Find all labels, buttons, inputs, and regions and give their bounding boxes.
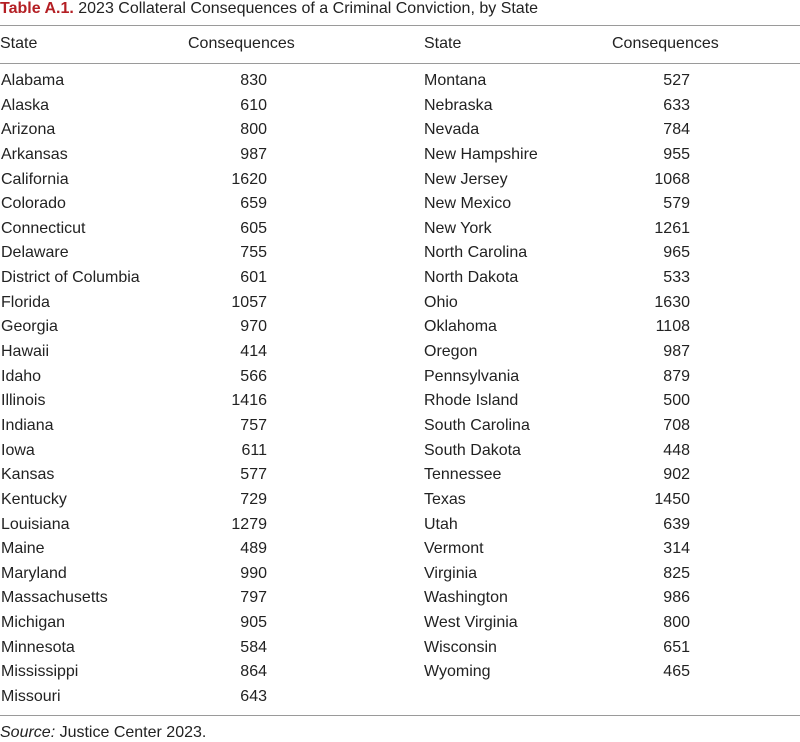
header-consequences-right: Consequences xyxy=(612,35,719,52)
state-name: Ohio xyxy=(424,293,458,311)
state-name: Kansas xyxy=(1,466,55,484)
state-name: New Hampshire xyxy=(424,145,538,163)
state-name: West Virginia xyxy=(424,614,518,632)
consequences-value: 955 xyxy=(663,145,690,163)
table-title-text: 2023 Collateral Consequences of a Criminal Conviction, by State xyxy=(73,0,539,17)
consequences-value: 965 xyxy=(663,244,690,262)
state-name: Utah xyxy=(424,515,458,533)
consequences-value: 784 xyxy=(663,121,690,139)
table-row xyxy=(1,70,301,95)
state-name: Alaska xyxy=(1,96,50,114)
consequences-value: 970 xyxy=(240,318,267,336)
table-row xyxy=(1,686,301,711)
table-row xyxy=(424,218,724,243)
state-name: Nevada xyxy=(424,121,480,139)
consequences-value: 527 xyxy=(663,72,690,89)
table-row xyxy=(1,95,301,120)
consequences-value: 633 xyxy=(663,96,690,114)
table-row xyxy=(424,514,724,539)
table-row xyxy=(1,563,301,588)
table-row xyxy=(424,661,724,686)
consequences-value: 605 xyxy=(240,219,267,237)
consequences-value: 905 xyxy=(240,614,267,632)
consequences-value: 601 xyxy=(240,269,267,287)
consequences-value: 414 xyxy=(240,343,267,361)
state-name: Illinois xyxy=(1,392,46,410)
table-row xyxy=(424,70,724,95)
consequences-value: 1620 xyxy=(231,170,267,188)
table-row xyxy=(424,440,724,465)
table-row xyxy=(1,366,301,391)
state-name: Hawaii xyxy=(1,343,50,361)
consequences-value: 465 xyxy=(663,663,690,681)
table-row xyxy=(424,267,724,292)
left-column xyxy=(1,70,301,711)
state-name: Pennsylvania xyxy=(424,367,520,385)
state-name: North Carolina xyxy=(424,244,528,262)
table-row xyxy=(1,637,301,662)
consequences-value: 579 xyxy=(663,195,690,213)
state-name: Michigan xyxy=(1,614,66,632)
consequences-value: 757 xyxy=(240,416,267,434)
consequences-value: 990 xyxy=(240,564,267,582)
consequences-value: 879 xyxy=(663,367,690,385)
header-state-right: State xyxy=(424,35,462,52)
state-name: Colorado xyxy=(1,195,66,213)
state-name: Mississippi xyxy=(1,663,79,681)
table-row xyxy=(1,242,301,267)
consequences-value: 987 xyxy=(240,145,267,163)
table-row xyxy=(1,415,301,440)
consequences-value: 500 xyxy=(663,392,690,410)
source-note xyxy=(0,724,206,742)
consequences-value: 800 xyxy=(240,121,267,139)
table-row xyxy=(424,242,724,267)
consequences-value: 314 xyxy=(663,540,690,558)
table-row xyxy=(424,341,724,366)
consequences-value: 755 xyxy=(240,244,267,262)
table-row xyxy=(1,144,301,169)
table-row xyxy=(1,169,301,194)
state-name: Maine xyxy=(1,540,45,558)
state-name: New Mexico xyxy=(424,195,512,213)
state-name: Tennessee xyxy=(424,466,502,484)
state-name: Iowa xyxy=(1,441,35,459)
table-row xyxy=(1,661,301,686)
consequences-value: 577 xyxy=(240,466,267,484)
consequences-value: 639 xyxy=(663,515,690,533)
table-row xyxy=(1,119,301,144)
consequences-value: 987 xyxy=(663,343,690,361)
state-name: Minnesota xyxy=(1,638,75,656)
state-name: Arizona xyxy=(1,121,56,139)
table-row xyxy=(424,144,724,169)
table-row xyxy=(424,538,724,563)
table-row xyxy=(424,95,724,120)
state-name: Missouri xyxy=(1,688,61,706)
table-row xyxy=(424,390,724,415)
right-column xyxy=(424,70,724,686)
state-name: Delaware xyxy=(1,244,69,262)
state-name: New Jersey xyxy=(424,170,508,188)
state-name: Louisiana xyxy=(1,515,70,533)
consequences-value: 610 xyxy=(240,96,267,114)
top-rule xyxy=(0,25,800,26)
consequences-value: 584 xyxy=(240,638,267,656)
consequences-value: 1108 xyxy=(655,318,690,336)
state-name: Maryland xyxy=(1,564,67,582)
table-title xyxy=(0,0,800,18)
state-name: Kentucky xyxy=(1,490,67,508)
header-rule xyxy=(0,63,800,64)
state-name: Wyoming xyxy=(424,663,491,681)
table-row xyxy=(424,316,724,341)
table-row xyxy=(1,464,301,489)
table-row xyxy=(1,193,301,218)
consequences-value: 1068 xyxy=(654,170,690,188)
table-row xyxy=(1,341,301,366)
consequences-value: 708 xyxy=(663,416,690,434)
state-name: Wisconsin xyxy=(424,638,497,656)
consequences-value: 800 xyxy=(663,614,690,632)
consequences-value: 864 xyxy=(240,663,267,681)
consequences-value: 611 xyxy=(241,441,267,459)
state-name: Oregon xyxy=(424,343,478,361)
state-name: Washington xyxy=(424,589,508,607)
table-row xyxy=(1,267,301,292)
table-row xyxy=(1,612,301,637)
table-row xyxy=(424,366,724,391)
table-row xyxy=(424,612,724,637)
consequences-value: 566 xyxy=(240,367,267,385)
state-name: California xyxy=(1,170,69,188)
consequences-value: 1057 xyxy=(231,293,267,311)
table-row xyxy=(424,587,724,612)
consequences-value: 448 xyxy=(663,441,690,459)
state-name: New York xyxy=(424,219,492,237)
table-row xyxy=(424,193,724,218)
table-row xyxy=(1,587,301,612)
state-name: Florida xyxy=(1,293,50,311)
state-name: South Dakota xyxy=(424,441,521,459)
consequences-value: 1450 xyxy=(654,490,690,508)
state-name: Connecticut xyxy=(1,219,86,237)
consequences-value: 489 xyxy=(240,540,267,558)
table-row xyxy=(424,292,724,317)
table-row xyxy=(424,464,724,489)
state-name: Georgia xyxy=(1,318,58,336)
state-name: Rhode Island xyxy=(424,392,519,410)
consequences-value: 1279 xyxy=(231,515,267,533)
state-name: Alabama xyxy=(1,72,65,89)
state-name: District of Columbia xyxy=(1,269,140,287)
table-row xyxy=(424,637,724,662)
consequences-value: 830 xyxy=(240,72,267,89)
source-text: Justice Center 2023. xyxy=(55,724,207,741)
table-row xyxy=(424,169,724,194)
table-row xyxy=(424,415,724,440)
state-name: Montana xyxy=(424,72,487,89)
consequences-value: 902 xyxy=(663,466,690,484)
table-row xyxy=(1,440,301,465)
table-row xyxy=(1,218,301,243)
state-name: Nebraska xyxy=(424,96,493,114)
table-row xyxy=(1,390,301,415)
table-row xyxy=(1,514,301,539)
table-row xyxy=(424,563,724,588)
consequences-value: 533 xyxy=(663,269,690,287)
header-consequences-left: Consequences xyxy=(188,35,295,52)
header-state-left: State xyxy=(0,35,38,52)
consequences-value: 825 xyxy=(663,564,690,582)
consequences-value: 986 xyxy=(663,589,690,607)
table-label: Table A.1. xyxy=(0,0,74,17)
state-name: Vermont xyxy=(424,540,484,558)
table-row xyxy=(1,316,301,341)
state-name: Massachusetts xyxy=(1,589,108,607)
table-row xyxy=(1,292,301,317)
state-name: Oklahoma xyxy=(424,318,497,336)
state-name: Texas xyxy=(424,490,466,508)
consequences-value: 651 xyxy=(663,638,690,656)
bottom-rule xyxy=(0,715,800,716)
consequences-value: 1630 xyxy=(654,293,690,311)
source-label: Source: xyxy=(0,724,56,741)
consequences-value: 1261 xyxy=(654,219,690,237)
state-name: Idaho xyxy=(1,367,42,385)
consequences-value: 643 xyxy=(240,688,267,706)
table-row xyxy=(1,489,301,514)
table-row xyxy=(424,489,724,514)
state-name: Indiana xyxy=(1,416,54,434)
consequences-value: 1416 xyxy=(231,392,267,410)
consequences-value: 729 xyxy=(240,490,267,508)
table-row xyxy=(424,119,724,144)
state-name: Arkansas xyxy=(1,145,68,163)
state-name: North Dakota xyxy=(424,269,519,287)
state-name: Virginia xyxy=(424,564,478,582)
consequences-value: 797 xyxy=(240,589,267,607)
consequences-value: 659 xyxy=(240,195,267,213)
state-name: South Carolina xyxy=(424,416,530,434)
table-row xyxy=(1,538,301,563)
